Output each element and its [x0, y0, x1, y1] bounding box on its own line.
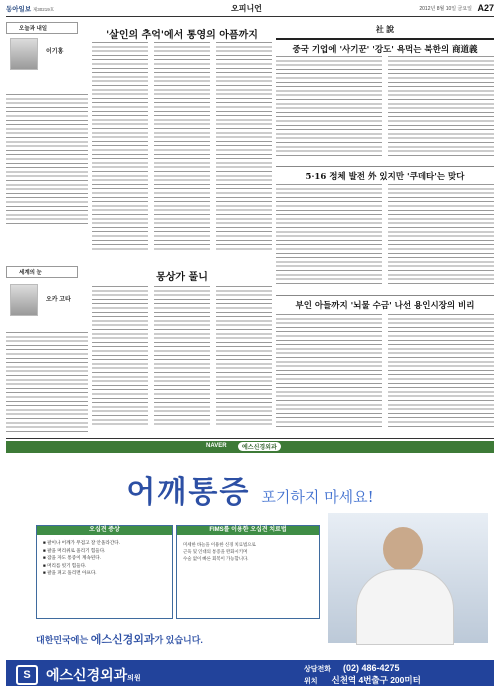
clinic-name: 에스신경외과의원: [46, 667, 141, 683]
columnist1-photo: [10, 38, 38, 70]
box1-title: 오늘과 내일: [19, 26, 48, 32]
treatment-line: 미세한 바늘을 이용한 신경 치료법으로: [183, 542, 256, 547]
box2-body-text: [6, 332, 88, 432]
location-row: 위치 신천역 4번출구 200미터: [304, 675, 421, 685]
opinion2-text-c: [216, 286, 272, 426]
symptom-item: ■ 머리를 빗기 힘들다.: [43, 562, 87, 568]
ad-subheadline: 포기하지 마세요!: [261, 488, 374, 506]
ad-headline: 어깨통증: [126, 476, 251, 509]
box1-header: [6, 22, 78, 34]
page-number: A27: [477, 3, 494, 13]
column-personal: [6, 22, 88, 434]
phone-row: 상담전화 (02) 486-4275: [304, 663, 400, 673]
naver-logo: NAVER: [206, 443, 227, 449]
column-editorial: [276, 22, 494, 434]
newspaper-logo: [6, 4, 54, 13]
symptom-box-title: 오십견 증상: [37, 526, 172, 535]
editorial1-text-b: [388, 56, 494, 156]
symptom-list: [37, 535, 172, 581]
editorial-headline2: 5·16 정체 발전 外 있지만 '쿠데타'는 맞다: [276, 166, 494, 182]
editorial3-text-a: [276, 314, 382, 430]
columnist1-name: 이기홍: [46, 49, 64, 55]
logo-text: 동아일보: [6, 6, 32, 13]
doctor-head: [383, 527, 423, 571]
advertisement: [6, 441, 494, 686]
ad-bottom-bar: [6, 660, 494, 686]
columnist2-name: 오카 고타: [46, 297, 71, 303]
masthead-rule: [6, 16, 494, 17]
ad-top-clinic: 에스신경외과: [238, 442, 281, 451]
ad-headline-wrap: [6, 467, 494, 511]
issue-date: 2012년 8월 10일 금요일: [419, 6, 472, 12]
opinion-headline1: '살인의 추억'에서 통영의 아픔까지: [106, 30, 258, 41]
doctor-coat: [356, 569, 454, 645]
treatment-line: 수술 없이 빠른 회복이 가능합니다.: [183, 556, 249, 561]
masthead: [6, 3, 494, 15]
section-title: 오피니언: [231, 4, 262, 13]
editorial2-text-b: [388, 184, 494, 284]
ad-tagline: 대한민국에는 에스신경외과가 있습니다.: [36, 634, 203, 646]
opinion2-text-a: [92, 286, 148, 426]
treatment-box: [176, 525, 320, 619]
box2-title: 세계의 눈: [19, 270, 42, 276]
phone-number: (02) 486-4275: [343, 663, 400, 673]
opinion-headline2: 몽상가 풀니: [156, 272, 208, 283]
editorial1-text-a: [276, 56, 382, 156]
column-opinion: [92, 22, 272, 434]
treatment-box-title: FIMS를 이용한 오십견 치료법: [177, 526, 319, 535]
editorial2-text-a: [276, 184, 382, 284]
doctor-photo: [328, 513, 488, 643]
ad-top-bar: [6, 441, 494, 453]
clinic-logo-icon: S: [16, 665, 38, 685]
editorial-headline1: 중국 기업에 '사기꾼' '강도' 욕먹는 북한의 商道義: [292, 45, 478, 55]
opinion1-text-b: [154, 42, 210, 252]
opinion1-text-c: [216, 42, 272, 252]
columnist2-photo: [10, 284, 38, 316]
symptom-item: ■ 잠을 자도 통증이 계속된다.: [43, 555, 101, 560]
symptom-item: ■ 팔을 머리위로 올리기 힘들다.: [43, 547, 106, 553]
treatment-line: 근육 및 인대의 통증을 완화시키며: [183, 549, 248, 554]
opinion1-text-a: [92, 42, 148, 252]
editorial-headline3: 부인 아들까지 '뇌물 수금' 나선 용인시장의 비리: [276, 295, 494, 311]
symptom-item: ■ 팔이나 어깨가 무겁고 잘 안올라간다.: [43, 540, 121, 545]
editorial3-text-b: [388, 314, 494, 430]
location-text: 신천역 4번출구 200미터: [331, 675, 421, 685]
issue-number: 제30219호: [32, 7, 55, 12]
box2-header: [6, 266, 78, 278]
ad-divider: [6, 438, 494, 439]
box1-body-text: [6, 94, 88, 224]
treatment-text: [177, 535, 319, 568]
editorial-label: 社 說: [375, 25, 395, 34]
opinion2-text-b: [154, 286, 210, 426]
symptom-box: [36, 525, 173, 619]
symptom-item: ■ 팔을 펴고 돌리면 아프다.: [43, 570, 97, 575]
